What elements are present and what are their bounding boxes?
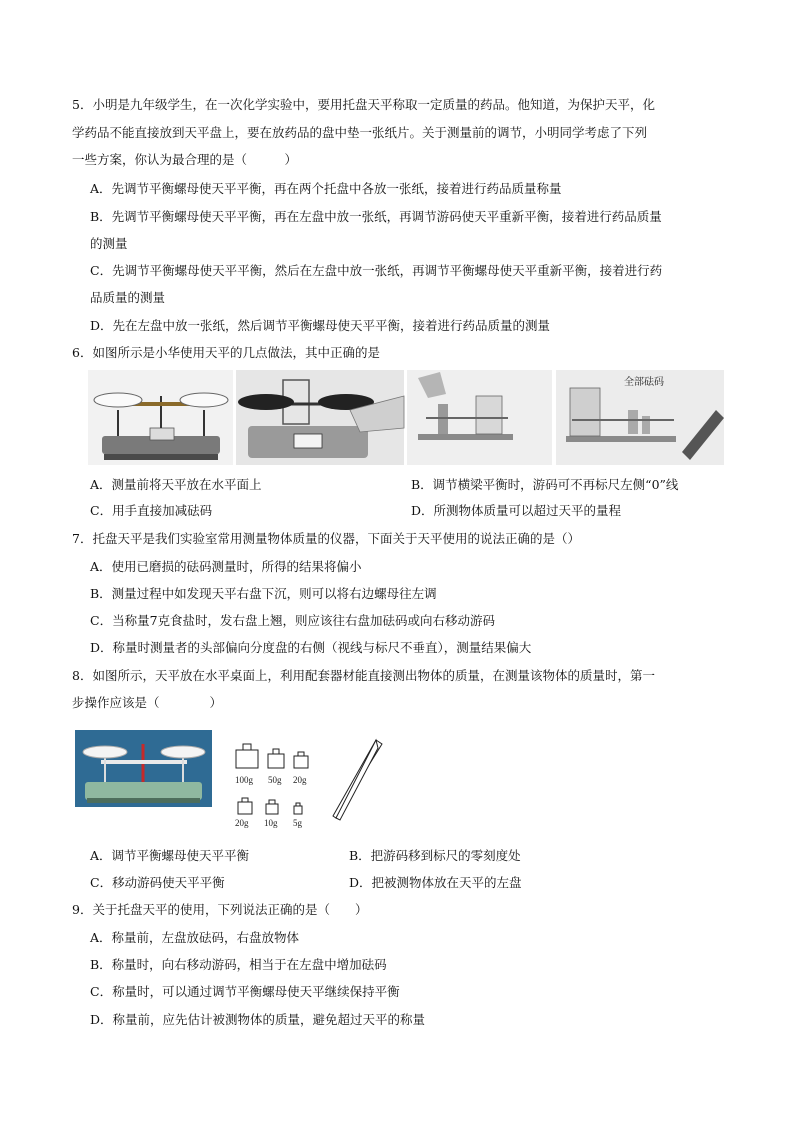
q6-panel-b-balance-image <box>236 370 404 465</box>
q6-panel-a-balance-image <box>88 370 233 465</box>
q8-option-d: D．把被测物体放在天平的左盘 <box>349 875 522 890</box>
q7-stem: 7．托盘天平是我们实验室常用测量物体质量的仪器，下面关于天平使用的说法正确的是（） <box>72 531 580 546</box>
q6-panel-d-all-weights-image <box>556 370 724 465</box>
q5-option-c-cont: 品质量的测量 <box>90 290 166 305</box>
q5-option-d: D．先在左盘中放一张纸，然后调节平衡螺母使天平平衡，接着进行药品质量的测量 <box>90 318 551 333</box>
q6-figure-strip <box>88 370 558 465</box>
q8-stem-line-1: 8．如图所示，天平放在水平桌面上，利用配套器材能直接测出物体的质量，在测量该物体的质量时，第一 <box>72 668 655 683</box>
q5-stem-line-2: 学药品不能直接放到天平盘上，要在放药品的盘中垫一张纸片。关于测量前的调节，小明同学考虑了下列 <box>72 125 648 140</box>
weight-label-50g: 50g <box>268 775 282 785</box>
q6-option-a: A．测量前将天平放在水平面上 <box>90 477 262 492</box>
q7-option-b: B．测量过程中如发现天平右盘下沉，则可以将右边螺母往左调 <box>90 586 437 601</box>
q5-stem-line-3: 一些方案，你认为最合理的是（ ） <box>72 152 298 167</box>
q8-option-c: C．移动游码使天平平衡 <box>90 875 225 890</box>
q5-option-b-cont: 的测量 <box>90 236 128 251</box>
q5-option-b: B．先调节平衡螺母使天平平衡，再在左盘中放一张纸，再调节游码使天平重新平衡，接着进行药品质量 <box>90 209 662 224</box>
q8-option-a: A．调节平衡螺母使天平平衡 <box>90 848 250 863</box>
q7-option-a: A．使用已磨损的砝码测量时，所得的结果将偏小 <box>90 559 362 574</box>
weight-label-100g: 100g <box>235 775 253 785</box>
q6-stem: 6．如图所示是小华使用天平的几点做法，其中正确的是 <box>72 345 380 360</box>
q8-stem-line-2: 步操作应该是（ ） <box>72 695 223 710</box>
q6-option-c: C．用手直接加减砝码 <box>90 503 213 518</box>
q6-option-d: D．所测物体质量可以超过天平的量程 <box>411 503 622 518</box>
q9-option-a: A．称量前，左盘放砝码，右盘放物体 <box>90 930 300 945</box>
q7-option-c: C．当称量7克食盐时，发右盘上翘，则应该往右盘加砝码或向右移动游码 <box>90 613 496 628</box>
q9-option-b: B．称量时，向右移动游码，相当于在左盘中增加砝码 <box>90 957 387 972</box>
q9-option-d: D．称量前，应先估计被测物体的质量，避免超过天平的称量 <box>90 1012 426 1027</box>
tweezers-icon <box>330 738 386 822</box>
q5-option-a: A．先调节平衡螺母使天平平衡，再在两个托盘中各放一张纸，接着进行药品质量称量 <box>90 181 562 196</box>
q8-balance-photo <box>75 730 212 807</box>
q9-option-c: C．称量时，可以通过调节平衡螺母使天平继续保持平衡 <box>90 984 400 999</box>
weight-label-10g: 10g <box>264 818 278 828</box>
q8-weights-set-image <box>232 738 318 830</box>
weight-label-20g-b: 20g <box>235 818 249 828</box>
q6-figure-caption: 全部砝码 <box>624 377 664 388</box>
q9-stem: 9．关于托盘天平的使用，下列说法正确的是（ ） <box>72 902 368 917</box>
q6-option-b: B．调节横梁平衡时，游码可不再标尺左侧“0”线 <box>411 477 679 492</box>
q5-stem-line-1: 5．小明是九年级学生，在一次化学实验中，要用托盘天平称取一定质量的药品。他知道，为保护天平，化 <box>72 97 655 112</box>
q6-panel-c-hand-weights-image <box>407 370 552 465</box>
weight-label-5g: 5g <box>293 818 302 828</box>
q7-option-d: D．称量时测量者的头部偏向分度盘的右侧（视线与标尺不垂直），测量结果偏大 <box>90 640 532 655</box>
weight-label-20g-a: 20g <box>293 775 307 785</box>
q5-option-c: C．先调节平衡螺母使天平平衡，然后在左盘中放一张纸，再调节平衡螺母使天平重新平衡，接着进行药 <box>90 263 663 278</box>
q8-option-b: B．把游码移到标尺的零刻度处 <box>349 848 521 863</box>
